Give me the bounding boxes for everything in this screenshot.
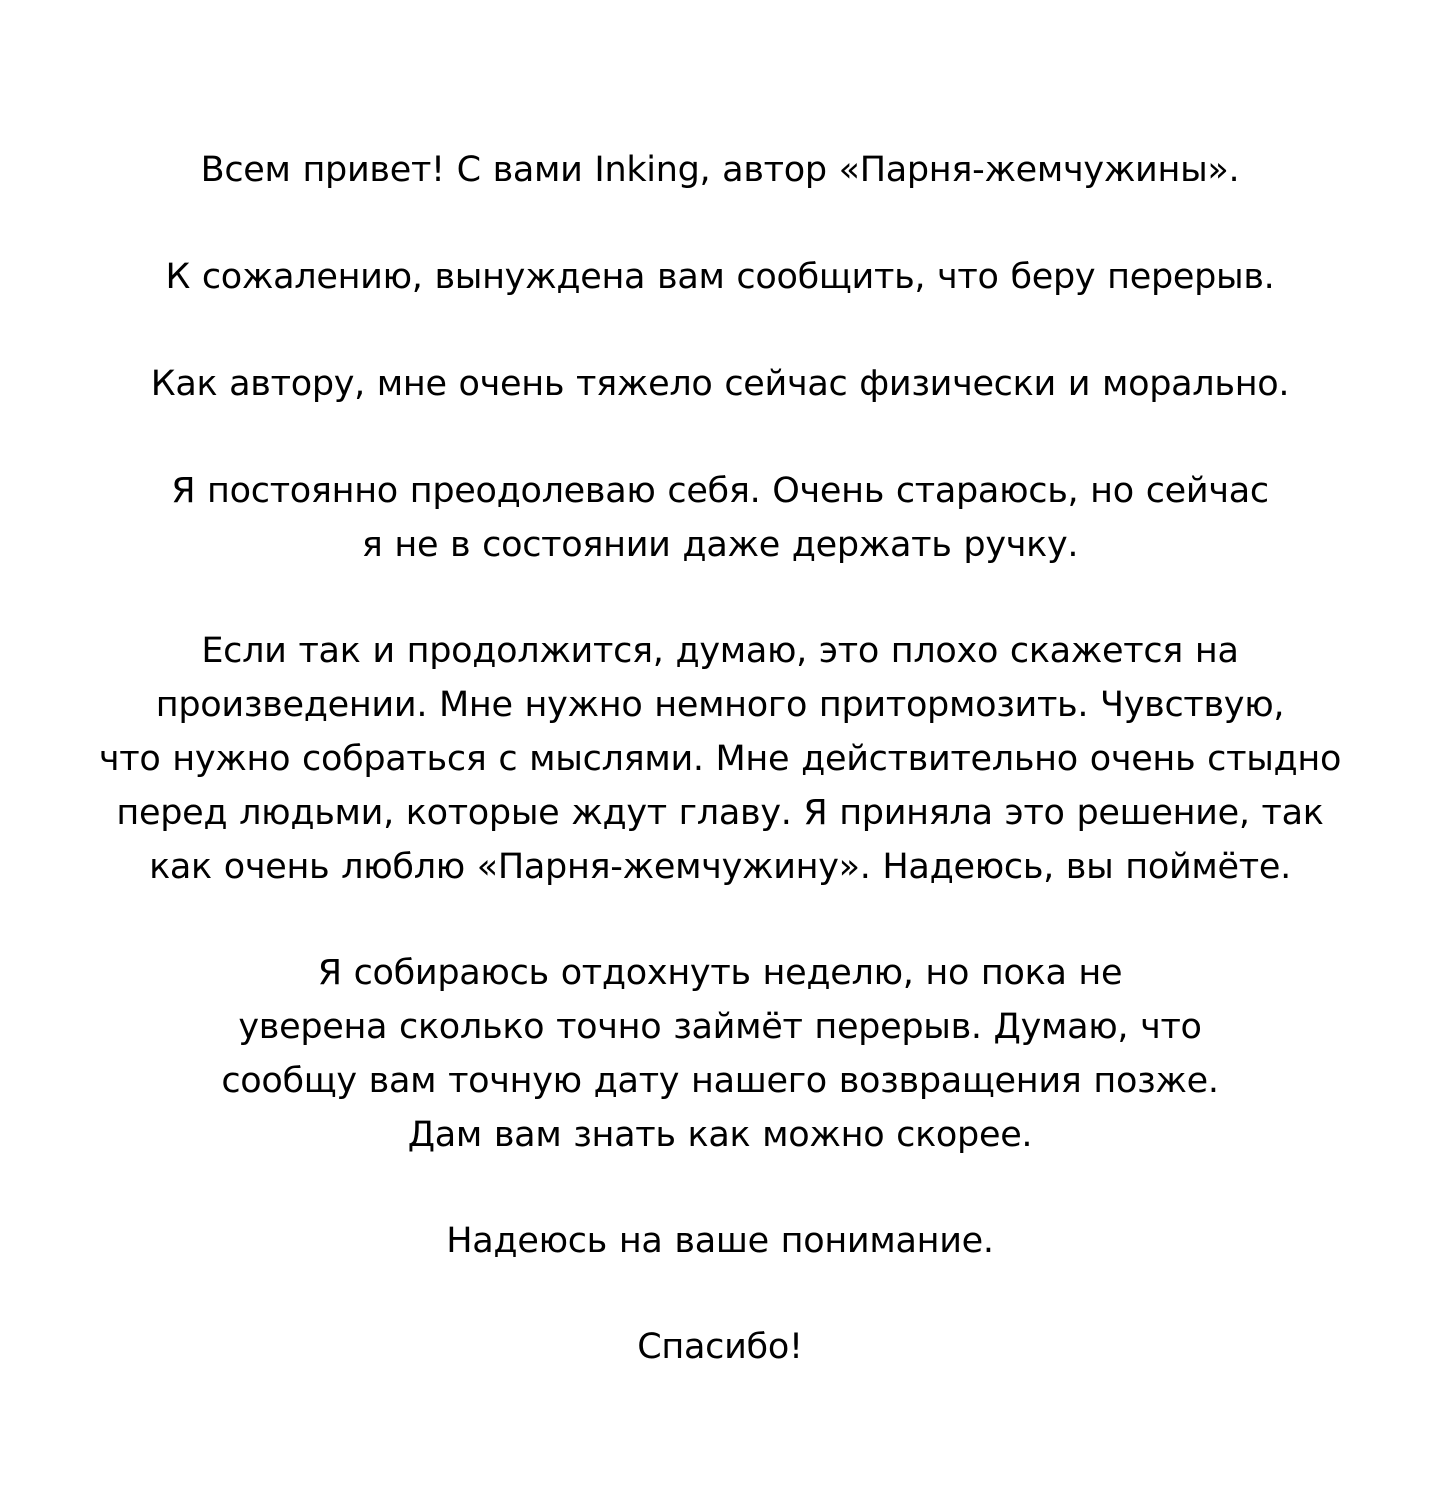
reason-line-3: что нужно собраться с мыслями. Мне действительно очень стыдно [98, 739, 1342, 779]
duration-line-4: Дам вам знать как можно скорее. [407, 1115, 1033, 1155]
break-announcement-line: К сожалению, вынуждена вам сообщить, что беру перерыв. [165, 257, 1275, 297]
duration-line-3: сообщу вам точную дату нашего возвращения позже. [221, 1061, 1219, 1101]
condition-line: Как автору, мне очень тяжело сейчас физически и морально. [150, 364, 1290, 404]
reason-line-5: как очень люблю «Парня-жемчужину». Надеюсь, вы поймёте. [149, 847, 1291, 887]
duration-line-2: уверена сколько точно займёт перерыв. Думаю, что [238, 1007, 1202, 1047]
reason-line-2: произведении. Мне нужно немного притормозить. Чувствую, [155, 685, 1285, 725]
understanding-line: Надеюсь на ваше понимание. [446, 1221, 994, 1261]
reason-line-1: Если так и продолжится, думаю, это плохо скажется на [201, 631, 1239, 671]
reason-line-4: перед людьми, которые ждут главу. Я приняла это решение, так [116, 793, 1324, 833]
struggle-line-2: я не в состоянии даже держать ручку. [361, 525, 1079, 565]
struggle-line-1: Я постоянно преодолеваю себя. Очень стараюсь, но сейчас [171, 471, 1269, 511]
duration-line-1: Я собираюсь отдохнуть неделю, но пока не [317, 953, 1123, 993]
greeting-line: Всем привет! С вами Inking, автор «Парня-жемчужины». [200, 150, 1240, 190]
thanks-line: Спасибо! [637, 1327, 803, 1367]
